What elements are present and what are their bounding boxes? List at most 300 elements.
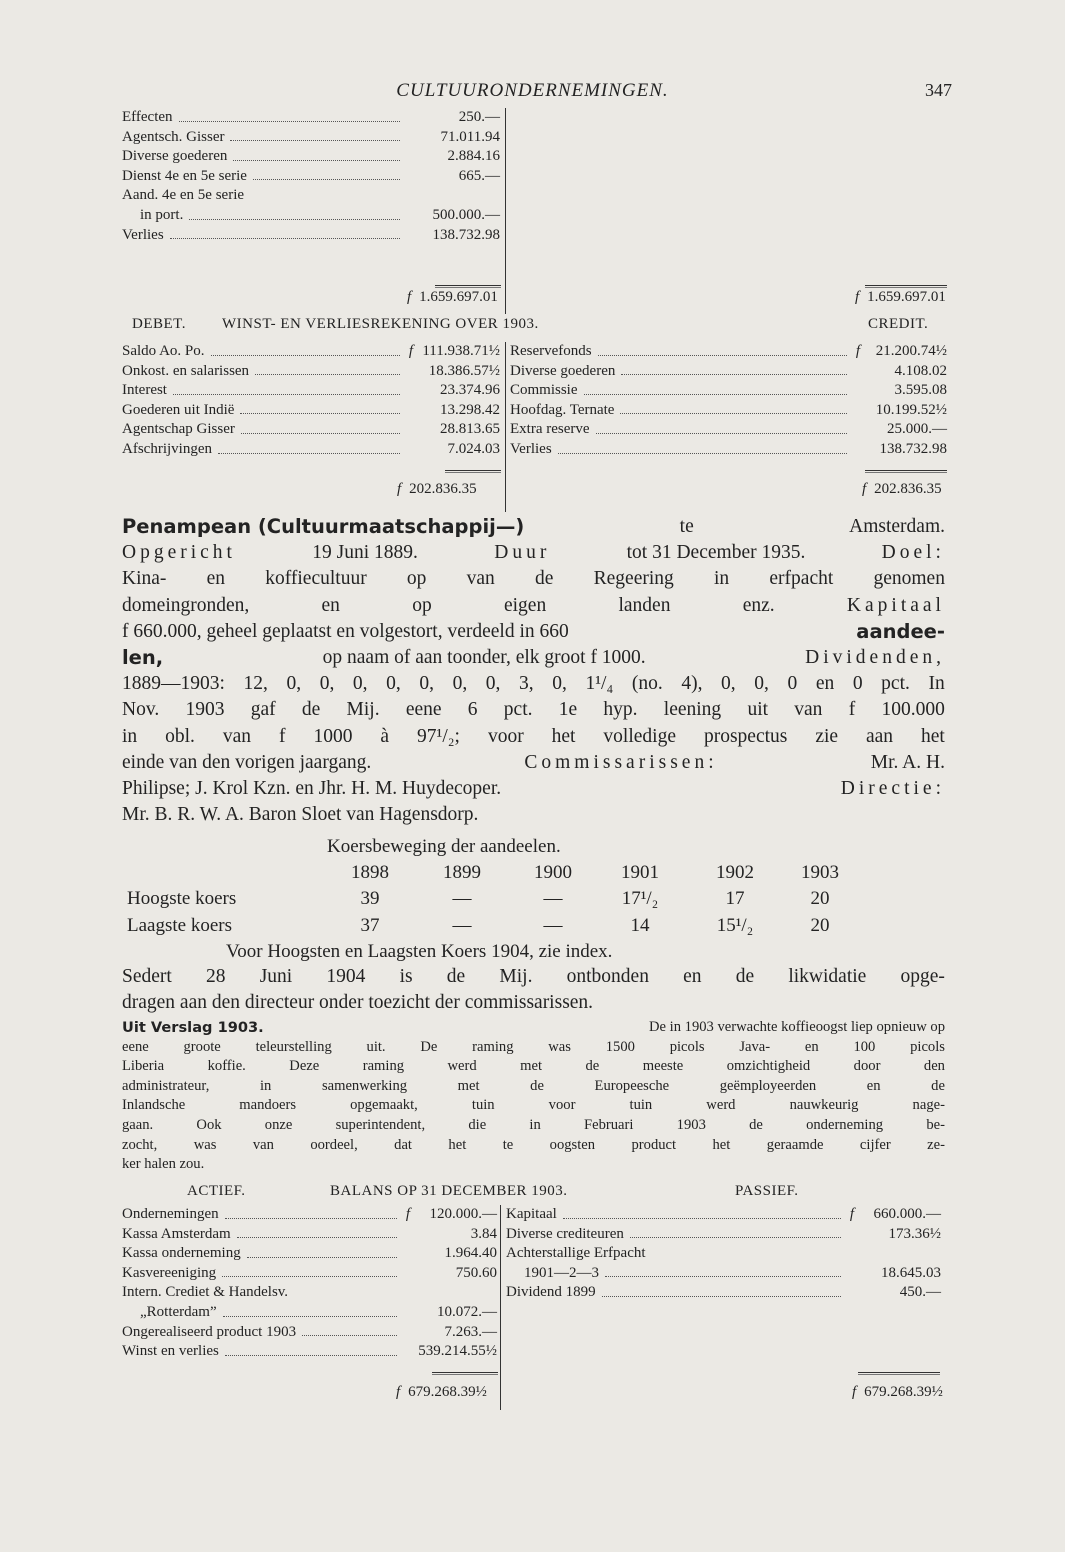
text-line bbox=[122, 1155, 945, 1175]
row-value: 4.108.02 bbox=[894, 362, 947, 379]
row-label: Reservefonds bbox=[510, 343, 592, 359]
word: in bbox=[259, 1077, 272, 1094]
word: In bbox=[928, 673, 945, 695]
row-value: 3.595.08 bbox=[894, 382, 947, 399]
currency-sign bbox=[404, 440, 418, 460]
dot-leader bbox=[598, 342, 847, 356]
word: nage- bbox=[912, 1097, 945, 1114]
currency-sign: f bbox=[407, 289, 412, 305]
dot-leader bbox=[605, 1264, 841, 1278]
table-row bbox=[510, 362, 947, 382]
word: 4), bbox=[681, 673, 703, 695]
row-label: Aand. 4e en 5e serie bbox=[122, 187, 245, 204]
word: geraamde bbox=[766, 1136, 824, 1153]
row-value bbox=[418, 186, 500, 206]
text-segment: domeingronden, bbox=[122, 594, 250, 616]
table-row bbox=[122, 1264, 497, 1284]
word: cijfer bbox=[859, 1136, 891, 1153]
word: en bbox=[206, 568, 226, 590]
row-value: 71.011.94 bbox=[440, 128, 500, 145]
word: 3, bbox=[519, 673, 534, 695]
row-value: 111.938.71½ bbox=[422, 343, 500, 359]
currency-sign bbox=[851, 420, 865, 440]
word: (no. bbox=[631, 673, 663, 695]
row-value: 28.813.65 bbox=[440, 421, 500, 438]
word: onderneming bbox=[806, 1116, 884, 1133]
row-label: Diverse crediteuren bbox=[506, 1225, 624, 1242]
debet-label: DEBET. bbox=[132, 316, 186, 332]
word: 97¹/₂; bbox=[417, 725, 460, 747]
koers-year: 1899 bbox=[443, 862, 481, 883]
word: 1904 bbox=[326, 966, 366, 987]
text-segment: Mr. A. H. bbox=[870, 751, 945, 773]
word: 1¹/₄ bbox=[585, 673, 614, 695]
text-line bbox=[122, 1116, 945, 1136]
koers-value: 20 bbox=[810, 915, 830, 936]
text-line bbox=[122, 671, 945, 697]
dot-leader bbox=[630, 1225, 841, 1239]
currency-sign: f bbox=[396, 1384, 401, 1400]
total-rule bbox=[865, 285, 947, 288]
column-divider bbox=[505, 108, 506, 314]
word: 0, bbox=[485, 673, 501, 695]
dot-leader bbox=[189, 206, 400, 220]
word: 1e bbox=[558, 699, 578, 721]
row-label: Commissie bbox=[510, 382, 578, 399]
dot-leader bbox=[558, 440, 847, 454]
text-line bbox=[122, 724, 945, 750]
currency-sign bbox=[404, 108, 418, 128]
row-label: 1901—2—3 bbox=[524, 1264, 599, 1281]
row-value: 750.60 bbox=[455, 1264, 497, 1281]
currency-sign bbox=[404, 226, 418, 246]
text-segment: Doel: bbox=[881, 542, 945, 564]
koers-title: Koersbeweging der aandeelen. bbox=[327, 836, 561, 857]
dot-leader bbox=[294, 1283, 397, 1297]
currency-sign bbox=[851, 381, 865, 401]
text-line bbox=[122, 1057, 945, 1077]
text-segment: tot 31 December 1935. bbox=[626, 542, 806, 564]
word: in bbox=[529, 1116, 541, 1133]
koers-table bbox=[0, 862, 1065, 942]
word: 1500 bbox=[605, 1038, 635, 1055]
currency-sign: f bbox=[852, 1384, 857, 1400]
dot-leader bbox=[218, 440, 400, 454]
text-segment: Opgericht bbox=[122, 542, 236, 564]
word: omzichtigheid bbox=[726, 1058, 811, 1075]
dot-leader bbox=[241, 420, 400, 434]
row-value: 120.000.— bbox=[429, 1206, 497, 1222]
word: 0, bbox=[754, 673, 769, 695]
table-row bbox=[122, 381, 500, 401]
row-value: 10.199.52½ bbox=[875, 401, 947, 418]
word: van bbox=[222, 725, 252, 747]
currency-sign bbox=[851, 401, 865, 421]
dot-leader bbox=[223, 1303, 397, 1317]
word: raming bbox=[362, 1058, 405, 1075]
text-segment: len, bbox=[122, 646, 164, 670]
word: volledige bbox=[603, 725, 676, 747]
row-label: in port. bbox=[140, 206, 184, 223]
text-line bbox=[122, 645, 945, 671]
word: tuin bbox=[471, 1097, 495, 1114]
table-row bbox=[506, 1283, 941, 1303]
text-segment: Duur bbox=[494, 542, 551, 564]
total-value: 202.836.35 bbox=[874, 481, 942, 497]
currency-sign: f bbox=[855, 289, 860, 305]
company-description bbox=[122, 514, 945, 828]
word: 28 bbox=[206, 966, 226, 987]
word: de bbox=[530, 1077, 544, 1094]
word: 0, bbox=[419, 673, 434, 695]
word: die bbox=[468, 1116, 487, 1133]
word: gaan. bbox=[122, 1116, 154, 1133]
word: in bbox=[122, 725, 138, 747]
page-number: 347 bbox=[925, 80, 952, 100]
word: Deze bbox=[289, 1058, 320, 1075]
text-segment: op naam of aan toonder, elk groot f 1000. bbox=[322, 647, 646, 669]
winst-total-right bbox=[862, 481, 942, 498]
row-value: 23.374.96 bbox=[440, 382, 500, 399]
currency-sign bbox=[401, 1225, 415, 1245]
dot-leader bbox=[563, 1205, 841, 1219]
word: koffie. bbox=[207, 1058, 246, 1075]
text-line bbox=[122, 1136, 945, 1156]
total-value: 202.836.35 bbox=[409, 481, 477, 497]
currency-sign bbox=[401, 1323, 415, 1343]
table-row bbox=[506, 1244, 941, 1264]
koers-value: 15¹/₂ bbox=[716, 915, 754, 936]
liquidation-text bbox=[122, 964, 945, 1016]
text-segment: Amsterdam. bbox=[849, 516, 945, 537]
table-row bbox=[506, 1205, 941, 1225]
word: 0, bbox=[721, 673, 736, 695]
dot-leader bbox=[621, 362, 847, 376]
currency-sign bbox=[404, 186, 418, 206]
column-divider bbox=[500, 1205, 501, 1410]
word: was bbox=[193, 1136, 217, 1153]
word: f bbox=[278, 725, 286, 747]
row-label: Verlies bbox=[510, 440, 552, 457]
text-line bbox=[122, 1096, 945, 1116]
text-segment: op bbox=[412, 594, 432, 616]
word: 1903 bbox=[676, 1116, 706, 1133]
koers-value: — bbox=[543, 915, 563, 936]
currency-sign bbox=[401, 1283, 415, 1303]
koers-year: 1898 bbox=[351, 862, 389, 883]
text-line bbox=[122, 593, 945, 619]
currency-sign bbox=[404, 362, 418, 382]
text-segment: Kapitaal bbox=[846, 594, 945, 616]
row-label: Ondernemingen bbox=[122, 1206, 219, 1222]
word: werd bbox=[447, 1058, 477, 1075]
total-value: 679.268.39½ bbox=[864, 1384, 943, 1400]
row-label: Achterstallige Erfpacht bbox=[506, 1245, 646, 1262]
koers-value: 20 bbox=[810, 888, 830, 909]
word: door bbox=[853, 1058, 881, 1075]
word: 100.000 bbox=[881, 699, 945, 721]
currency-sign bbox=[851, 440, 865, 460]
row-label: Effecten bbox=[122, 109, 173, 125]
word: opgemaakt, bbox=[350, 1097, 418, 1114]
text-segment: en bbox=[321, 594, 340, 616]
total-rule bbox=[865, 470, 947, 473]
table-row bbox=[122, 147, 500, 167]
text-line bbox=[122, 990, 945, 1016]
text-line bbox=[122, 540, 945, 566]
row-value bbox=[859, 1244, 941, 1264]
row-label: Goederen uit Indië bbox=[122, 401, 235, 418]
currency-sign bbox=[401, 1244, 415, 1264]
dot-leader bbox=[225, 1205, 397, 1219]
winst-credit-table bbox=[510, 342, 947, 460]
table-row bbox=[122, 1283, 497, 1303]
row-value: 500.000.— bbox=[432, 206, 500, 223]
row-label: Diverse goederen bbox=[510, 362, 616, 379]
word: onze bbox=[264, 1116, 293, 1133]
text-segment: Penampean (Cultuurmaatschappij—) bbox=[122, 515, 525, 538]
word: raming bbox=[472, 1038, 514, 1055]
row-label: Ongerealiseerd product 1903 bbox=[122, 1323, 297, 1340]
word: ze- bbox=[927, 1136, 945, 1153]
table-row bbox=[506, 1225, 941, 1245]
currency-sign bbox=[401, 1303, 415, 1323]
word: nauwkeurig bbox=[789, 1097, 859, 1114]
word: Europeesche bbox=[594, 1077, 670, 1094]
text-line bbox=[122, 1077, 945, 1097]
word: prospectus bbox=[703, 725, 788, 747]
row-label: Agentsch. Gisser bbox=[122, 128, 225, 145]
text-line bbox=[122, 619, 945, 645]
total-rule bbox=[435, 285, 501, 288]
word: Kina- bbox=[122, 568, 167, 590]
row-label: Onkost. en salarissen bbox=[122, 362, 250, 379]
actief-label: ACTIEF. bbox=[187, 1183, 246, 1199]
row-label: „Rotterdam” bbox=[140, 1303, 217, 1320]
word: 0 bbox=[852, 673, 863, 695]
word: het bbox=[551, 725, 576, 747]
word: Februari bbox=[584, 1116, 634, 1133]
word: 0, bbox=[386, 673, 401, 695]
word: 100 bbox=[853, 1038, 876, 1055]
word: voor bbox=[487, 725, 524, 747]
currency-sign bbox=[401, 1342, 415, 1362]
dot-leader bbox=[602, 1283, 841, 1297]
word: groote bbox=[183, 1038, 221, 1055]
row-label: Dividend 1899 bbox=[506, 1284, 596, 1301]
word: Liberia bbox=[122, 1058, 165, 1075]
dot-leader bbox=[225, 1342, 397, 1356]
dot-leader bbox=[596, 420, 847, 434]
row-value: 7.263.— bbox=[444, 1323, 497, 1340]
koers-row-label: Laagste koers bbox=[127, 915, 232, 936]
text-line bbox=[122, 776, 945, 802]
column-divider bbox=[505, 342, 506, 512]
verslag-text bbox=[122, 1018, 945, 1175]
row-value: 18.386.57½ bbox=[428, 362, 500, 379]
text-segment: landen bbox=[618, 594, 671, 616]
balans-passief-table bbox=[506, 1205, 941, 1303]
currency-sign bbox=[845, 1264, 859, 1284]
dot-leader bbox=[253, 167, 400, 181]
word: en bbox=[866, 1077, 881, 1094]
currency-sign bbox=[404, 420, 418, 440]
row-value: 3.84 bbox=[470, 1225, 497, 1242]
total-rule bbox=[445, 470, 501, 473]
word: mandoers bbox=[239, 1097, 297, 1114]
dot-leader bbox=[230, 128, 400, 142]
row-label: Kasvereeniging bbox=[122, 1264, 217, 1281]
koers-value: — bbox=[452, 915, 472, 936]
row-value: 1.964.40 bbox=[444, 1245, 497, 1262]
text-segment: te bbox=[679, 516, 694, 537]
row-value: 173.36½ bbox=[888, 1225, 941, 1242]
table-row bbox=[510, 401, 947, 421]
text-line bbox=[122, 964, 945, 990]
row-value: 2.884.16 bbox=[447, 148, 500, 165]
word: picols bbox=[910, 1038, 945, 1055]
table-row bbox=[506, 1264, 941, 1284]
word: 0, bbox=[352, 673, 368, 695]
currency-sign: f bbox=[408, 343, 414, 359]
word: erfpacht bbox=[769, 568, 834, 590]
currency-sign bbox=[404, 147, 418, 167]
word: te bbox=[502, 1136, 514, 1153]
balans-actief-table bbox=[122, 1205, 497, 1362]
word: geëmployeerden bbox=[719, 1077, 817, 1094]
word: à bbox=[380, 725, 390, 747]
koers-value: 39 bbox=[360, 888, 380, 909]
table-row bbox=[122, 186, 500, 206]
dot-leader bbox=[255, 362, 400, 376]
word: genomen bbox=[873, 568, 945, 590]
koers-value: 17 bbox=[725, 888, 745, 909]
row-value: 13.298.42 bbox=[440, 401, 500, 418]
running-header: CULTUURONDERNEMINGEN. bbox=[396, 80, 669, 101]
currency-sign bbox=[404, 167, 418, 187]
row-value: 138.732.98 bbox=[879, 440, 947, 457]
total-value: 1.659.697.01 bbox=[867, 289, 946, 305]
word: uit bbox=[747, 699, 769, 721]
table-row bbox=[122, 1225, 497, 1245]
word: den bbox=[923, 1058, 945, 1075]
word: 1903 bbox=[185, 699, 225, 721]
table-row bbox=[122, 401, 500, 421]
row-label: Diverse goederen bbox=[122, 148, 228, 165]
word: gaf bbox=[250, 699, 276, 721]
currency-sign bbox=[404, 206, 418, 226]
row-label: Intern. Crediet & Handelsv. bbox=[122, 1284, 289, 1301]
text-segment: einde van den vorigen jaargang. bbox=[122, 751, 372, 773]
table-row bbox=[510, 381, 947, 401]
word: picols bbox=[669, 1038, 705, 1055]
currency-sign bbox=[404, 128, 418, 148]
row-value: 138.732.98 bbox=[432, 226, 500, 243]
word: de bbox=[735, 966, 755, 987]
word: oordeel, bbox=[310, 1136, 358, 1153]
table-row bbox=[122, 1323, 497, 1343]
word: het bbox=[921, 725, 945, 747]
word: hyp. bbox=[603, 699, 638, 721]
row-value: 539.214.55½ bbox=[418, 1343, 497, 1360]
winst-total-left bbox=[397, 481, 477, 498]
currency-sign: f bbox=[849, 1206, 855, 1222]
currency-sign bbox=[845, 1283, 859, 1303]
koers-value: 37 bbox=[360, 915, 380, 936]
text-line bbox=[122, 566, 945, 592]
word: aan bbox=[866, 725, 894, 747]
table-row bbox=[122, 1205, 497, 1225]
table-row bbox=[510, 342, 947, 362]
koers-year: 1900 bbox=[534, 862, 572, 883]
word: het bbox=[712, 1136, 731, 1153]
currency-sign bbox=[845, 1244, 859, 1264]
word: be- bbox=[926, 1116, 945, 1133]
row-value: 18.645.03 bbox=[881, 1264, 941, 1281]
dot-leader bbox=[584, 381, 847, 395]
word: meeste bbox=[642, 1058, 684, 1075]
table-row bbox=[510, 440, 947, 460]
text-line bbox=[122, 750, 945, 776]
word: is bbox=[399, 966, 413, 987]
currency-sign bbox=[845, 1225, 859, 1245]
word: in bbox=[714, 568, 730, 590]
word: samenwerking bbox=[321, 1077, 408, 1094]
dot-leader bbox=[222, 1264, 397, 1278]
text-segment: Uit Verslag 1903. bbox=[122, 1019, 264, 1036]
dot-leader bbox=[620, 401, 847, 415]
word: Nov. bbox=[122, 699, 160, 721]
word: Java- bbox=[739, 1038, 771, 1055]
dot-leader bbox=[652, 1244, 841, 1258]
dot-leader bbox=[250, 186, 400, 200]
word: obl. bbox=[165, 725, 195, 747]
word: De bbox=[420, 1038, 438, 1055]
koers-year: 1902 bbox=[716, 862, 754, 883]
row-value: 660.000.— bbox=[873, 1206, 941, 1222]
row-value: 21.200.74½ bbox=[875, 343, 947, 359]
word: op bbox=[406, 568, 427, 590]
word: Inlandsche bbox=[122, 1097, 186, 1114]
top-balance-table bbox=[122, 108, 500, 245]
word: zie bbox=[815, 725, 839, 747]
word: likwidatie bbox=[788, 966, 867, 987]
credit-label: CREDIT. bbox=[868, 316, 929, 332]
word: werd bbox=[706, 1097, 736, 1114]
dot-leader bbox=[233, 147, 400, 161]
word: administrateur, bbox=[122, 1077, 210, 1094]
row-value: 25.000.— bbox=[887, 421, 947, 438]
word: en bbox=[815, 673, 835, 695]
koers-value: — bbox=[452, 888, 472, 909]
word: f bbox=[848, 699, 856, 721]
balans-total-right bbox=[852, 1384, 943, 1401]
top-total-right bbox=[855, 289, 946, 306]
word: met bbox=[457, 1077, 480, 1094]
text-line bbox=[122, 802, 945, 828]
text-segment: Dividenden, bbox=[805, 647, 945, 669]
word: teleurstelling bbox=[255, 1038, 332, 1055]
word: dat bbox=[394, 1136, 412, 1153]
word: opge- bbox=[900, 966, 945, 987]
word: Mij. bbox=[499, 966, 533, 987]
koers-note: Voor Hoogsten en Laagsten Koers 1904, zie index. bbox=[226, 941, 613, 962]
word: de bbox=[446, 966, 466, 987]
word: pct. bbox=[503, 699, 533, 721]
table-row bbox=[510, 420, 947, 440]
text-line bbox=[122, 1018, 945, 1038]
row-label: Hoofdag. Ternate bbox=[510, 401, 615, 418]
